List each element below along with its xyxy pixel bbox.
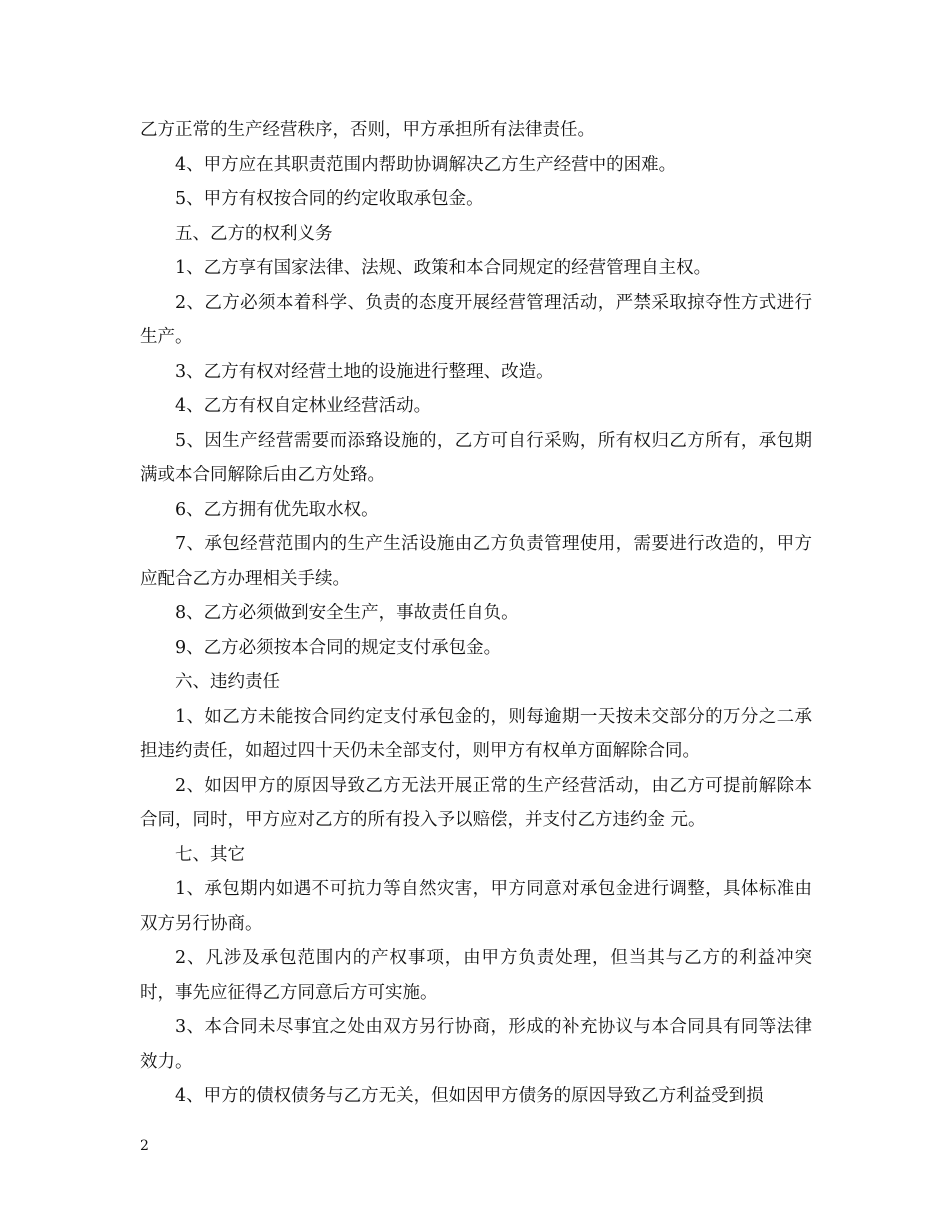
paragraph-other-clause-2: 2、凡涉及承包范围内的产权事项，由甲方负责处理，但当其与乙方的利益冲突时，事先应征得乙方同意后方可实施。	[140, 948, 812, 1003]
paragraph-clause-1-party-b-autonomy: 1、乙方享有国家法律、法规、政策和本合同规定的经营管理自主权。	[175, 258, 712, 278]
paragraph-clause-8-party-b-safety: 8、乙方必须做到安全生产，事故责任自负。	[175, 603, 519, 623]
paragraph-clause-5-party-b-equipment: 5、因生产经营需要而添臵设施的，乙方可自行采购，所有权归乙方所有，承包期满或本合同解除后由乙方处臵。	[140, 430, 812, 485]
section-heading-other: 七、其它	[175, 844, 245, 865]
section-heading-breach-liability: 六、违约责任	[175, 672, 280, 692]
paragraph-other-clause-3: 3、本合同未尽事宜之处由双方另行协商，形成的补充协议与本合同具有同等法律效力。	[140, 1017, 812, 1072]
paragraph-breach-clause-2: 2、如因甲方的原因导致乙方无法开展正常的生产经营活动，由乙方可提前解除本合同，同时，甲方应对乙方的所有投入予以赔偿，并支付乙方违约金 元。	[140, 775, 812, 830]
paragraph-continuation: 乙方正常的生产经营秩序，否则，甲方承担所有法律责任。	[140, 120, 595, 140]
paragraph-clause-3-party-b-facilities: 3、乙方有权对经营土地的设施进行整理、改造。	[175, 361, 554, 382]
document-body	[140, 113, 812, 1114]
paragraph-clause-7-party-b-renovation: 7、承包经营范围内的生产生活设施由乙方负责管理使用，需要进行改造的，甲方应配合乙方办理相关手续。	[140, 534, 812, 589]
paragraph-clause-5-party-a-collect: 5、甲方有权按合同的约定收取承包金。	[175, 189, 484, 209]
paragraph-clause-9-party-b-payment: 9、乙方必须按本合同的规定支付承包金。	[175, 637, 502, 658]
section-heading-party-b-rights: 五、乙方的权利义务	[175, 223, 333, 244]
paragraph-other-clause-4: 4、甲方的债权债务与乙方无关，但如因甲方债务的原因导致乙方利益受到损	[175, 1086, 764, 1106]
paragraph-clause-4-party-a-assist: 4、甲方应在其职责范围内帮助协调解决乙方生产经营中的困难。	[175, 154, 677, 175]
paragraph-clause-6-party-b-water: 6、乙方拥有优先取水权。	[175, 499, 379, 520]
paragraph-clause-2-party-b-management: 2、乙方必须本着科学、负责的态度开展经营管理活动，严禁采取掠夺性方式进行生产。	[140, 292, 812, 347]
paragraph-other-clause-1: 1、承包期内如遇不可抗力等自然灾害，甲方同意对承包金进行调整，具体标准由双方另行协商。	[140, 879, 812, 934]
page-number: 2	[140, 1138, 149, 1154]
paragraph-clause-4-party-b-forestry: 4、乙方有权自定林业经营活动。	[175, 396, 432, 416]
paragraph-breach-clause-1: 1、如乙方未能按合同约定支付承包金的，则每逾期一天按未交部分的万分之二承担违约责任，如超过四十天仍未全部支付，则甲方有权单方面解除合同。	[140, 706, 812, 761]
